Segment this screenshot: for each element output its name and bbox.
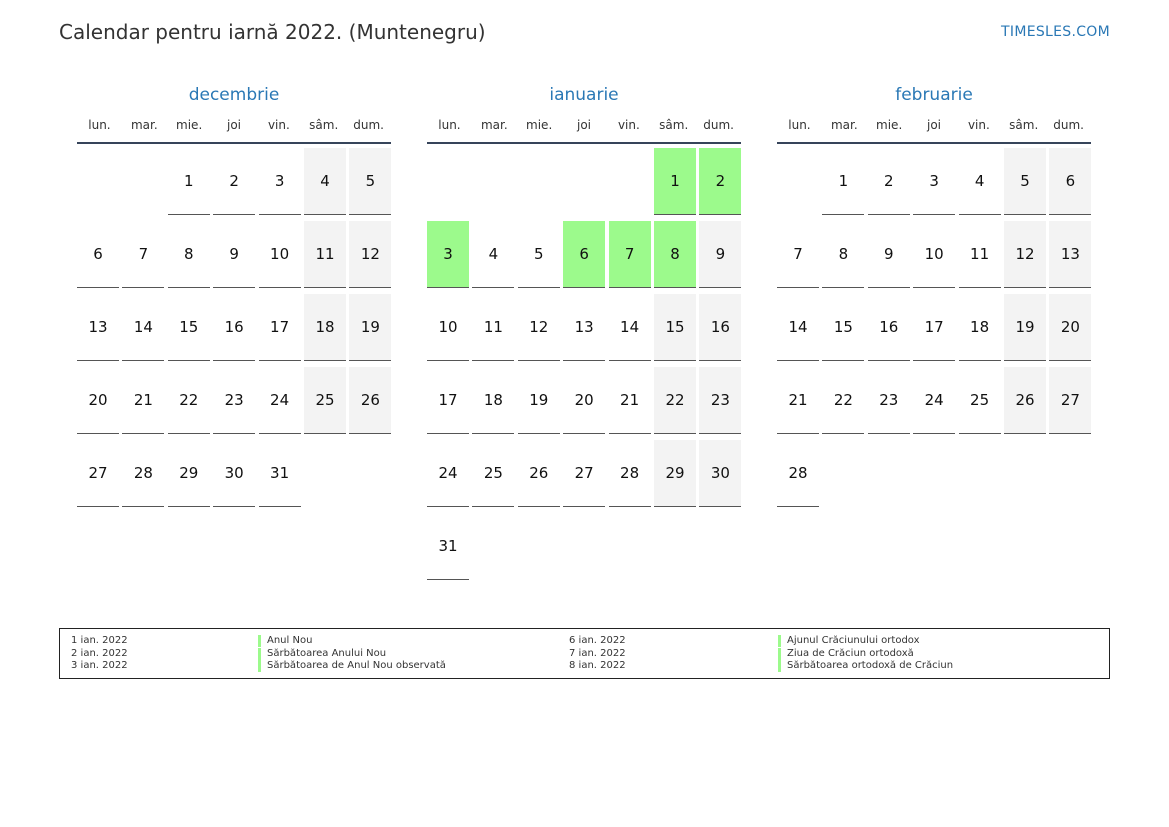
month-decembrie — [77, 84, 391, 513]
day-cell: 5 — [1004, 148, 1046, 215]
day-cell: 12 — [349, 221, 391, 288]
day-cell: 24 — [913, 367, 955, 434]
day-cell: 30 — [699, 440, 741, 507]
day-cell: 15 — [168, 294, 210, 361]
day-cell: 16 — [699, 294, 741, 361]
day-cell: 20 — [563, 367, 605, 434]
day-cell: 12 — [518, 294, 560, 361]
day-cell: 8 — [168, 221, 210, 288]
day-cell: 9 — [868, 221, 910, 288]
day-cell: 25 — [472, 440, 514, 507]
weekday-label: mie. — [176, 118, 203, 132]
page-title: Calendar pentru iarnă 2022. (Muntenegru) — [59, 20, 486, 44]
day-cell: 14 — [609, 294, 651, 361]
day-cell: 20 — [1049, 294, 1091, 361]
header-divider — [777, 142, 1091, 144]
weekday-label: vin. — [967, 118, 990, 132]
weekday-header — [427, 118, 741, 136]
day-grid — [427, 148, 741, 586]
day-cell: 18 — [959, 294, 1001, 361]
day-cell: 3 — [427, 221, 469, 288]
day-cell: 20 — [77, 367, 119, 434]
weekday-label: dum. — [353, 118, 384, 132]
day-cell: 18 — [304, 294, 346, 361]
legend-date: 8 ian. 2022 — [569, 660, 626, 671]
day-cell: 30 — [213, 440, 255, 507]
day-cell: 19 — [518, 367, 560, 434]
legend-date: 7 ian. 2022 — [569, 647, 626, 659]
weekday-label: joi — [927, 118, 942, 132]
empty-cell — [654, 513, 696, 580]
day-cell: 6 — [77, 221, 119, 288]
day-cell: 29 — [654, 440, 696, 507]
day-cell: 13 — [1049, 221, 1091, 288]
day-cell: 21 — [777, 367, 819, 434]
day-cell: 16 — [213, 294, 255, 361]
day-cell: 25 — [304, 367, 346, 434]
day-grid — [777, 148, 1091, 513]
empty-cell — [304, 440, 346, 507]
day-cell: 3 — [259, 148, 301, 215]
day-cell: 22 — [168, 367, 210, 434]
weekday-label: sâm. — [659, 118, 689, 132]
empty-cell — [1049, 440, 1091, 507]
day-cell: 5 — [349, 148, 391, 215]
header-divider — [77, 142, 391, 144]
empty-cell — [349, 440, 391, 507]
legend-holiday-name: Ziua de Crăciun ortodoxă — [778, 648, 914, 660]
day-cell: 24 — [427, 440, 469, 507]
day-cell: 10 — [259, 221, 301, 288]
day-cell: 15 — [654, 294, 696, 361]
day-cell: 16 — [868, 294, 910, 361]
month-ianuarie — [427, 84, 741, 586]
day-cell: 4 — [304, 148, 346, 215]
day-cell: 31 — [427, 513, 469, 580]
day-cell: 4 — [959, 148, 1001, 215]
day-cell: 1 — [822, 148, 864, 215]
day-cell: 24 — [259, 367, 301, 434]
weekday-label: lun. — [88, 118, 111, 132]
day-cell: 31 — [259, 440, 301, 507]
legend-date: 1 ian. 2022 — [71, 635, 128, 646]
day-cell: 26 — [1004, 367, 1046, 434]
weekday-label: lun. — [438, 118, 461, 132]
day-cell: 25 — [959, 367, 1001, 434]
weekday-label: joi — [227, 118, 242, 132]
day-cell: 1 — [168, 148, 210, 215]
weekday-label: mar. — [480, 118, 508, 132]
day-cell: 5 — [518, 221, 560, 288]
legend-holiday-name: Sărbătoarea de Anul Nou observată — [258, 660, 446, 672]
weekday-label: dum. — [1053, 118, 1084, 132]
legend-date: 6 ian. 2022 — [569, 635, 626, 646]
weekday-label: mar. — [130, 118, 158, 132]
site-logo[interactable]: TIMESLES.COM — [1001, 24, 1110, 40]
weekday-header — [77, 118, 391, 136]
day-cell: 8 — [822, 221, 864, 288]
day-cell: 14 — [777, 294, 819, 361]
weekday-label: vin. — [617, 118, 640, 132]
day-cell: 11 — [304, 221, 346, 288]
weekday-label: dum. — [703, 118, 734, 132]
day-cell: 10 — [427, 294, 469, 361]
month-februarie — [777, 84, 1091, 513]
day-cell: 4 — [472, 221, 514, 288]
day-cell: 17 — [259, 294, 301, 361]
day-cell: 23 — [868, 367, 910, 434]
day-cell: 8 — [654, 221, 696, 288]
day-cell: 7 — [777, 221, 819, 288]
day-cell: 13 — [77, 294, 119, 361]
day-cell: 9 — [699, 221, 741, 288]
day-cell: 17 — [913, 294, 955, 361]
day-cell: 29 — [168, 440, 210, 507]
legend-holiday-name: Anul Nou — [258, 635, 312, 647]
weekday-label: vin. — [267, 118, 290, 132]
day-cell: 14 — [122, 294, 164, 361]
day-cell: 27 — [1049, 367, 1091, 434]
day-cell: 19 — [1004, 294, 1046, 361]
day-cell: 7 — [122, 221, 164, 288]
day-cell: 28 — [777, 440, 819, 507]
day-cell: 27 — [563, 440, 605, 507]
day-cell: 21 — [122, 367, 164, 434]
day-cell: 2 — [213, 148, 255, 215]
legend-holiday-name: Sărbătoarea ortodoxă de Crăciun — [778, 660, 953, 672]
day-cell: 28 — [609, 440, 651, 507]
day-cell: 26 — [518, 440, 560, 507]
weekday-label: mar. — [830, 118, 858, 132]
weekday-label: mie. — [526, 118, 553, 132]
day-cell: 22 — [654, 367, 696, 434]
day-cell: 23 — [213, 367, 255, 434]
weekday-label: lun. — [788, 118, 811, 132]
legend-holiday-name: Ajunul Crăciunului ortodox — [778, 635, 920, 647]
header-divider — [427, 142, 741, 144]
month-name: februarie — [895, 85, 973, 105]
day-cell: 18 — [472, 367, 514, 434]
day-cell: 21 — [609, 367, 651, 434]
day-cell: 12 — [1004, 221, 1046, 288]
day-cell: 22 — [822, 367, 864, 434]
empty-cell — [699, 513, 741, 580]
empty-cell — [1004, 440, 1046, 507]
day-cell: 17 — [427, 367, 469, 434]
day-grid — [77, 148, 391, 513]
day-cell: 27 — [77, 440, 119, 507]
day-cell: 23 — [699, 367, 741, 434]
day-cell: 6 — [1049, 148, 1091, 215]
legend-date: 3 ian. 2022 — [71, 660, 128, 671]
day-cell: 9 — [213, 221, 255, 288]
day-cell: 10 — [913, 221, 955, 288]
day-cell: 28 — [122, 440, 164, 507]
day-cell: 26 — [349, 367, 391, 434]
legend-date: 2 ian. 2022 — [71, 647, 128, 659]
month-name: decembrie — [188, 85, 280, 105]
legend-holiday-name: Sărbătoarea Anului Nou — [258, 648, 386, 660]
holiday-legend — [59, 628, 1110, 679]
day-cell: 19 — [349, 294, 391, 361]
day-cell: 15 — [822, 294, 864, 361]
day-cell: 11 — [472, 294, 514, 361]
weekday-label: sâm. — [1009, 118, 1039, 132]
day-cell: 7 — [609, 221, 651, 288]
weekday-header — [777, 118, 1091, 136]
weekday-label: joi — [577, 118, 592, 132]
day-cell: 1 — [654, 148, 696, 215]
day-cell: 13 — [563, 294, 605, 361]
day-cell: 6 — [563, 221, 605, 288]
day-cell: 2 — [699, 148, 741, 215]
day-cell: 2 — [868, 148, 910, 215]
month-name: ianuarie — [549, 85, 619, 105]
day-cell: 11 — [959, 221, 1001, 288]
weekday-label: sâm. — [309, 118, 339, 132]
day-cell: 3 — [913, 148, 955, 215]
weekday-label: mie. — [876, 118, 903, 132]
